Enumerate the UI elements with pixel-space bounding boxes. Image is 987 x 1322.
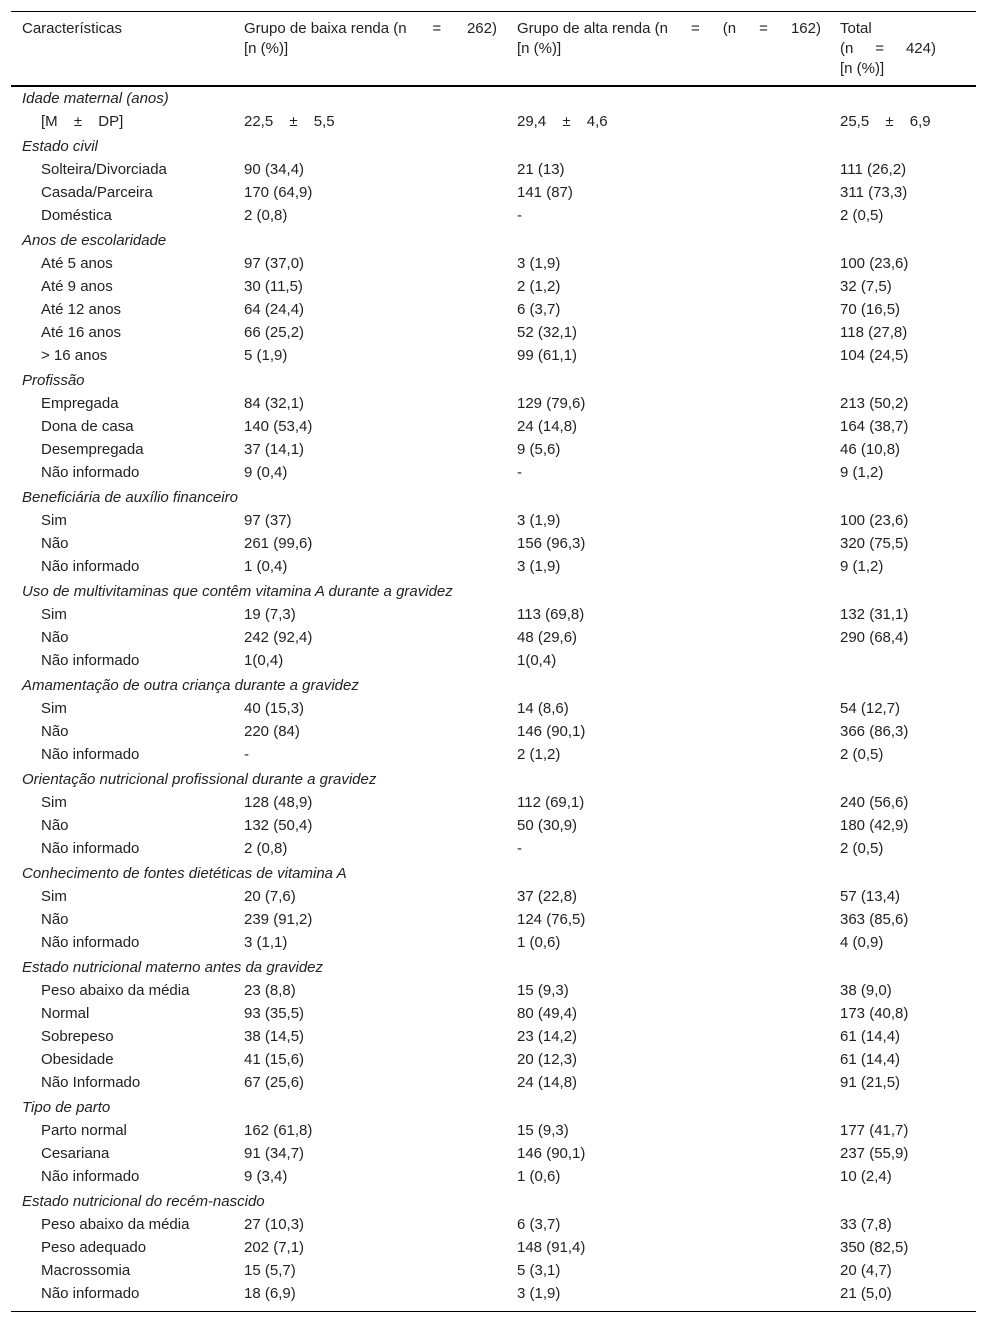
low-income-value: 132 (50,4) (244, 817, 313, 834)
row-label: Não (41, 629, 69, 646)
high-income-value: 37 (22,8) (517, 888, 578, 905)
low-income-value: 220 (84) (244, 723, 300, 740)
row-label: Doméstica (41, 207, 112, 224)
section-title: Tipo de parto (22, 1099, 111, 1116)
low-income-value: 38 (14,5) (244, 1028, 305, 1045)
high-income-value: 2 (1,2) (517, 278, 561, 295)
row-label: Sim (41, 512, 67, 529)
section-title: Amamentação de outra criança durante a gravidez (22, 677, 359, 694)
low-income-value: 5 (1,9) (244, 347, 288, 364)
section-title: Profissão (22, 372, 85, 389)
high-income-value: 1 (0,6) (517, 1168, 561, 1185)
table-row (11, 555, 976, 578)
low-income-value: 3 (1,1) (244, 934, 288, 951)
total-value: 25,5 ± 6,9 (840, 113, 931, 130)
header-high-income: Grupo de alta renda (n = (n = 162) [n (%)] (517, 20, 821, 57)
high-income-value: 124 (76,5) (517, 911, 586, 928)
high-income-value: 112 (69,1) (517, 794, 585, 811)
row-label: Obesidade (41, 1051, 114, 1068)
total-value: 46 (10,8) (840, 441, 901, 458)
low-income-value: 64 (24,4) (244, 301, 305, 318)
table-row (11, 1025, 976, 1048)
low-income-value: - (244, 746, 249, 763)
table-row (11, 603, 976, 626)
table-row (11, 532, 976, 555)
table-row (11, 649, 976, 672)
table-row (11, 1119, 976, 1142)
total-value: 70 (16,5) (840, 301, 901, 318)
total-value: 100 (23,6) (840, 255, 909, 272)
row-label: Empregada (41, 395, 119, 412)
total-value: 4 (0,9) (840, 934, 884, 951)
high-income-value: 141 (87) (517, 184, 573, 201)
high-income-value: 50 (30,9) (517, 817, 578, 834)
row-label: Macrossomia (41, 1262, 131, 1279)
total-value: 363 (85,6) (840, 911, 909, 928)
high-income-value: 2 (1,2) (517, 746, 561, 763)
total-value: 2 (0,5) (840, 840, 884, 857)
total-value: 350 (82,5) (840, 1239, 909, 1256)
total-value: 10 (2,4) (840, 1168, 892, 1185)
low-income-value: 84 (32,1) (244, 395, 305, 412)
low-income-value: 15 (5,7) (244, 1262, 296, 1279)
low-income-value: 242 (92,4) (244, 629, 313, 646)
total-value: 240 (56,6) (840, 794, 909, 811)
row-label: Dona de casa (41, 418, 134, 435)
row-label: Cesariana (41, 1145, 110, 1162)
high-income-value: 29,4 ± 4,6 (517, 113, 608, 130)
row-label: > 16 anos (41, 347, 108, 364)
total-value: 320 (75,5) (840, 535, 909, 552)
row-label: Não informado (41, 1168, 140, 1185)
total-value: 21 (5,0) (840, 1285, 892, 1302)
characteristics-table (11, 11, 976, 1312)
section-title: Beneficiária de auxílio financeiro (22, 489, 238, 506)
high-income-value: 156 (96,3) (517, 535, 586, 552)
table-row (11, 885, 976, 908)
low-income-value: 2 (0,8) (244, 840, 288, 857)
row-label: Até 12 anos (41, 301, 122, 318)
total-value: 111 (26,2) (840, 161, 907, 178)
low-income-value: 66 (25,2) (244, 324, 305, 341)
high-income-value: 3 (1,9) (517, 1285, 561, 1302)
table-row (11, 181, 976, 204)
total-value: 164 (38,7) (840, 418, 909, 435)
table-row (11, 1071, 976, 1094)
low-income-value: 93 (35,5) (244, 1005, 305, 1022)
table-row (11, 979, 976, 1002)
low-income-value: 1 (0,4) (244, 558, 288, 575)
low-income-value: 27 (10,3) (244, 1216, 305, 1233)
total-value: 57 (13,4) (840, 888, 901, 905)
table-row (11, 275, 976, 298)
table-row (11, 743, 976, 766)
table-row (11, 415, 976, 438)
section-title: Estado nutricional materno antes da gravidez (22, 959, 324, 976)
table-row (11, 697, 976, 720)
high-income-value: 99 (61,1) (517, 347, 578, 364)
section-title: Conhecimento de fontes dietéticas de vitamina A (22, 865, 347, 882)
section-title: Estado nutricional do recém-nascido (22, 1193, 265, 1210)
section-title: Uso de multivitaminas que contêm vitamina A durante a gravidez (22, 583, 453, 600)
row-label: Não (41, 911, 69, 928)
row-label: Normal (41, 1005, 90, 1022)
total-value: 366 (86,3) (840, 723, 909, 740)
low-income-value: 37 (14,1) (244, 441, 305, 458)
high-income-value: 113 (69,8) (517, 606, 585, 623)
row-label: Não Informado (41, 1074, 141, 1091)
row-label: Casada/Parceira (41, 184, 153, 201)
low-income-value: 202 (7,1) (244, 1239, 305, 1256)
row-label: Não informado (41, 464, 140, 481)
table-body (11, 87, 976, 1311)
section-title: Estado civil (22, 138, 98, 155)
total-value: 9 (1,2) (840, 464, 884, 481)
total-value: 54 (12,7) (840, 700, 901, 717)
total-value: 173 (40,8) (840, 1005, 909, 1022)
row-label: Peso adequado (41, 1239, 147, 1256)
table-row (11, 1002, 976, 1025)
row-label: Não informado (41, 558, 140, 575)
high-income-value: 146 (90,1) (517, 723, 586, 740)
low-income-value: 140 (53,4) (244, 418, 313, 435)
header-low-income: Grupo de baixa renda (n = 262) [n (%)] (244, 20, 497, 57)
table-row (11, 204, 976, 227)
table-row (11, 344, 976, 367)
high-income-value: 148 (91,4) (517, 1239, 586, 1256)
section-title: Idade maternal (anos) (22, 90, 169, 107)
row-label: Sim (41, 700, 67, 717)
row-label: Peso abaixo da média (41, 1216, 190, 1233)
low-income-value: 90 (34,4) (244, 161, 305, 178)
low-income-value: 239 (91,2) (244, 911, 313, 928)
total-value: 100 (23,6) (840, 512, 909, 529)
high-income-value: 15 (9,3) (517, 982, 569, 999)
bottom-rule (11, 1311, 976, 1312)
low-income-value: 67 (25,6) (244, 1074, 305, 1091)
table-row (11, 321, 976, 344)
low-income-value: 30 (11,5) (244, 278, 303, 295)
header-total: Total (n = 424) [n (%)] (840, 20, 936, 77)
total-value: 213 (50,2) (840, 395, 909, 412)
high-income-value: 5 (3,1) (517, 1262, 561, 1279)
low-income-value: 1(0,4) (244, 652, 284, 669)
table-row (11, 509, 976, 532)
table-row (11, 438, 976, 461)
high-income-value: 3 (1,9) (517, 512, 561, 529)
low-income-value: 128 (48,9) (244, 794, 313, 811)
table-row (11, 908, 976, 931)
table-row (11, 626, 976, 649)
total-value: 104 (24,5) (840, 347, 909, 364)
row-label: Até 9 anos (41, 278, 113, 295)
row-label: Não (41, 723, 69, 740)
high-income-value: 48 (29,6) (517, 629, 578, 646)
table-row (11, 814, 976, 837)
row-label: Até 16 anos (41, 324, 122, 341)
low-income-value: 20 (7,6) (244, 888, 296, 905)
row-label: Não informado (41, 840, 140, 857)
high-income-value: 20 (12,3) (517, 1051, 578, 1068)
row-label: Desempregada (41, 441, 144, 458)
total-value: 61 (14,4) (840, 1028, 901, 1045)
high-income-value: 52 (32,1) (517, 324, 578, 341)
total-value: 61 (14,4) (840, 1051, 901, 1068)
row-label: Até 5 anos (41, 255, 113, 272)
table-row (11, 1282, 976, 1305)
low-income-value: 9 (0,4) (244, 464, 288, 481)
total-value: 290 (68,4) (840, 629, 909, 646)
row-label: Peso abaixo da média (41, 982, 190, 999)
low-income-value: 162 (61,8) (244, 1122, 313, 1139)
total-value: 38 (9,0) (840, 982, 892, 999)
total-value: 2 (0,5) (840, 207, 884, 224)
high-income-value: 14 (8,6) (517, 700, 569, 717)
total-value: 91 (21,5) (840, 1074, 901, 1091)
section-title: Anos de escolaridade (22, 232, 167, 249)
table-row (11, 1259, 976, 1282)
row-label: Não (41, 817, 69, 834)
high-income-value: 24 (14,8) (517, 1074, 578, 1091)
total-value: 32 (7,5) (840, 278, 892, 295)
total-value: 237 (55,9) (840, 1145, 909, 1162)
total-value: 177 (41,7) (840, 1122, 909, 1139)
row-label: Sobrepeso (41, 1028, 114, 1045)
high-income-value: - (517, 840, 522, 857)
low-income-value: 19 (7,3) (244, 606, 296, 623)
low-income-value: 97 (37,0) (244, 255, 305, 272)
row-label: Não (41, 535, 69, 552)
low-income-value: 2 (0,8) (244, 207, 288, 224)
high-income-value: 21 (13) (517, 161, 565, 178)
low-income-value: 170 (64,9) (244, 184, 313, 201)
table-row (11, 837, 976, 860)
low-income-value: 91 (34,7) (244, 1145, 305, 1162)
section-title: Orientação nutricional profissional durante a gravidez (22, 771, 377, 788)
table-row (11, 298, 976, 321)
total-value: 2 (0,5) (840, 746, 884, 763)
low-income-value: 23 (8,8) (244, 982, 296, 999)
high-income-value: 1 (0,6) (517, 934, 561, 951)
high-income-value: 23 (14,2) (517, 1028, 578, 1045)
row-label: Não informado (41, 1285, 140, 1302)
high-income-value: 24 (14,8) (517, 418, 578, 435)
row-label: Não informado (41, 652, 140, 669)
low-income-value: 22,5 ± 5,5 (244, 113, 335, 130)
total-value: 180 (42,9) (840, 817, 909, 834)
table-header (11, 12, 976, 85)
row-label: Parto normal (41, 1122, 127, 1139)
table-row (11, 158, 976, 181)
table-row (11, 110, 976, 133)
row-label: Sim (41, 606, 67, 623)
table-row (11, 1165, 976, 1188)
table-row (11, 931, 976, 954)
high-income-value: - (517, 207, 522, 224)
high-income-value: 80 (49,4) (517, 1005, 578, 1022)
low-income-value: 9 (3,4) (244, 1168, 288, 1185)
total-value: 9 (1,2) (840, 558, 884, 575)
table-row (11, 1048, 976, 1071)
row-label: Solteira/Divorciada (41, 161, 167, 178)
high-income-value: 6 (3,7) (517, 1216, 561, 1233)
row-label: Não informado (41, 934, 140, 951)
high-income-value: 3 (1,9) (517, 255, 561, 272)
high-income-value: 3 (1,9) (517, 558, 561, 575)
total-value: 132 (31,1) (840, 606, 909, 623)
low-income-value: 41 (15,6) (244, 1051, 305, 1068)
total-value: 311 (73,3) (840, 184, 908, 201)
high-income-value: 1(0,4) (517, 652, 557, 669)
table-row (11, 392, 976, 415)
table-row (11, 1142, 976, 1165)
row-label: Sim (41, 888, 67, 905)
table-row (11, 1213, 976, 1236)
low-income-value: 40 (15,3) (244, 700, 305, 717)
high-income-value: 129 (79,6) (517, 395, 586, 412)
header-characteristics: Características (22, 20, 123, 37)
table-row (11, 461, 976, 484)
low-income-value: 97 (37) (244, 512, 292, 529)
low-income-value: 261 (99,6) (244, 535, 313, 552)
table-row (11, 791, 976, 814)
total-value: 20 (4,7) (840, 1262, 892, 1279)
row-label: [M ± DP] (41, 113, 124, 130)
total-value: 33 (7,8) (840, 1216, 892, 1233)
table-row (11, 252, 976, 275)
table-row (11, 1236, 976, 1259)
table-row (11, 720, 976, 743)
high-income-value: 146 (90,1) (517, 1145, 586, 1162)
high-income-value: - (517, 464, 522, 481)
high-income-value: 15 (9,3) (517, 1122, 569, 1139)
high-income-value: 6 (3,7) (517, 301, 561, 318)
row-label: Sim (41, 794, 67, 811)
total-value: 118 (27,8) (840, 324, 908, 341)
row-label: Não informado (41, 746, 140, 763)
high-income-value: 9 (5,6) (517, 441, 561, 458)
low-income-value: 18 (6,9) (244, 1285, 296, 1302)
